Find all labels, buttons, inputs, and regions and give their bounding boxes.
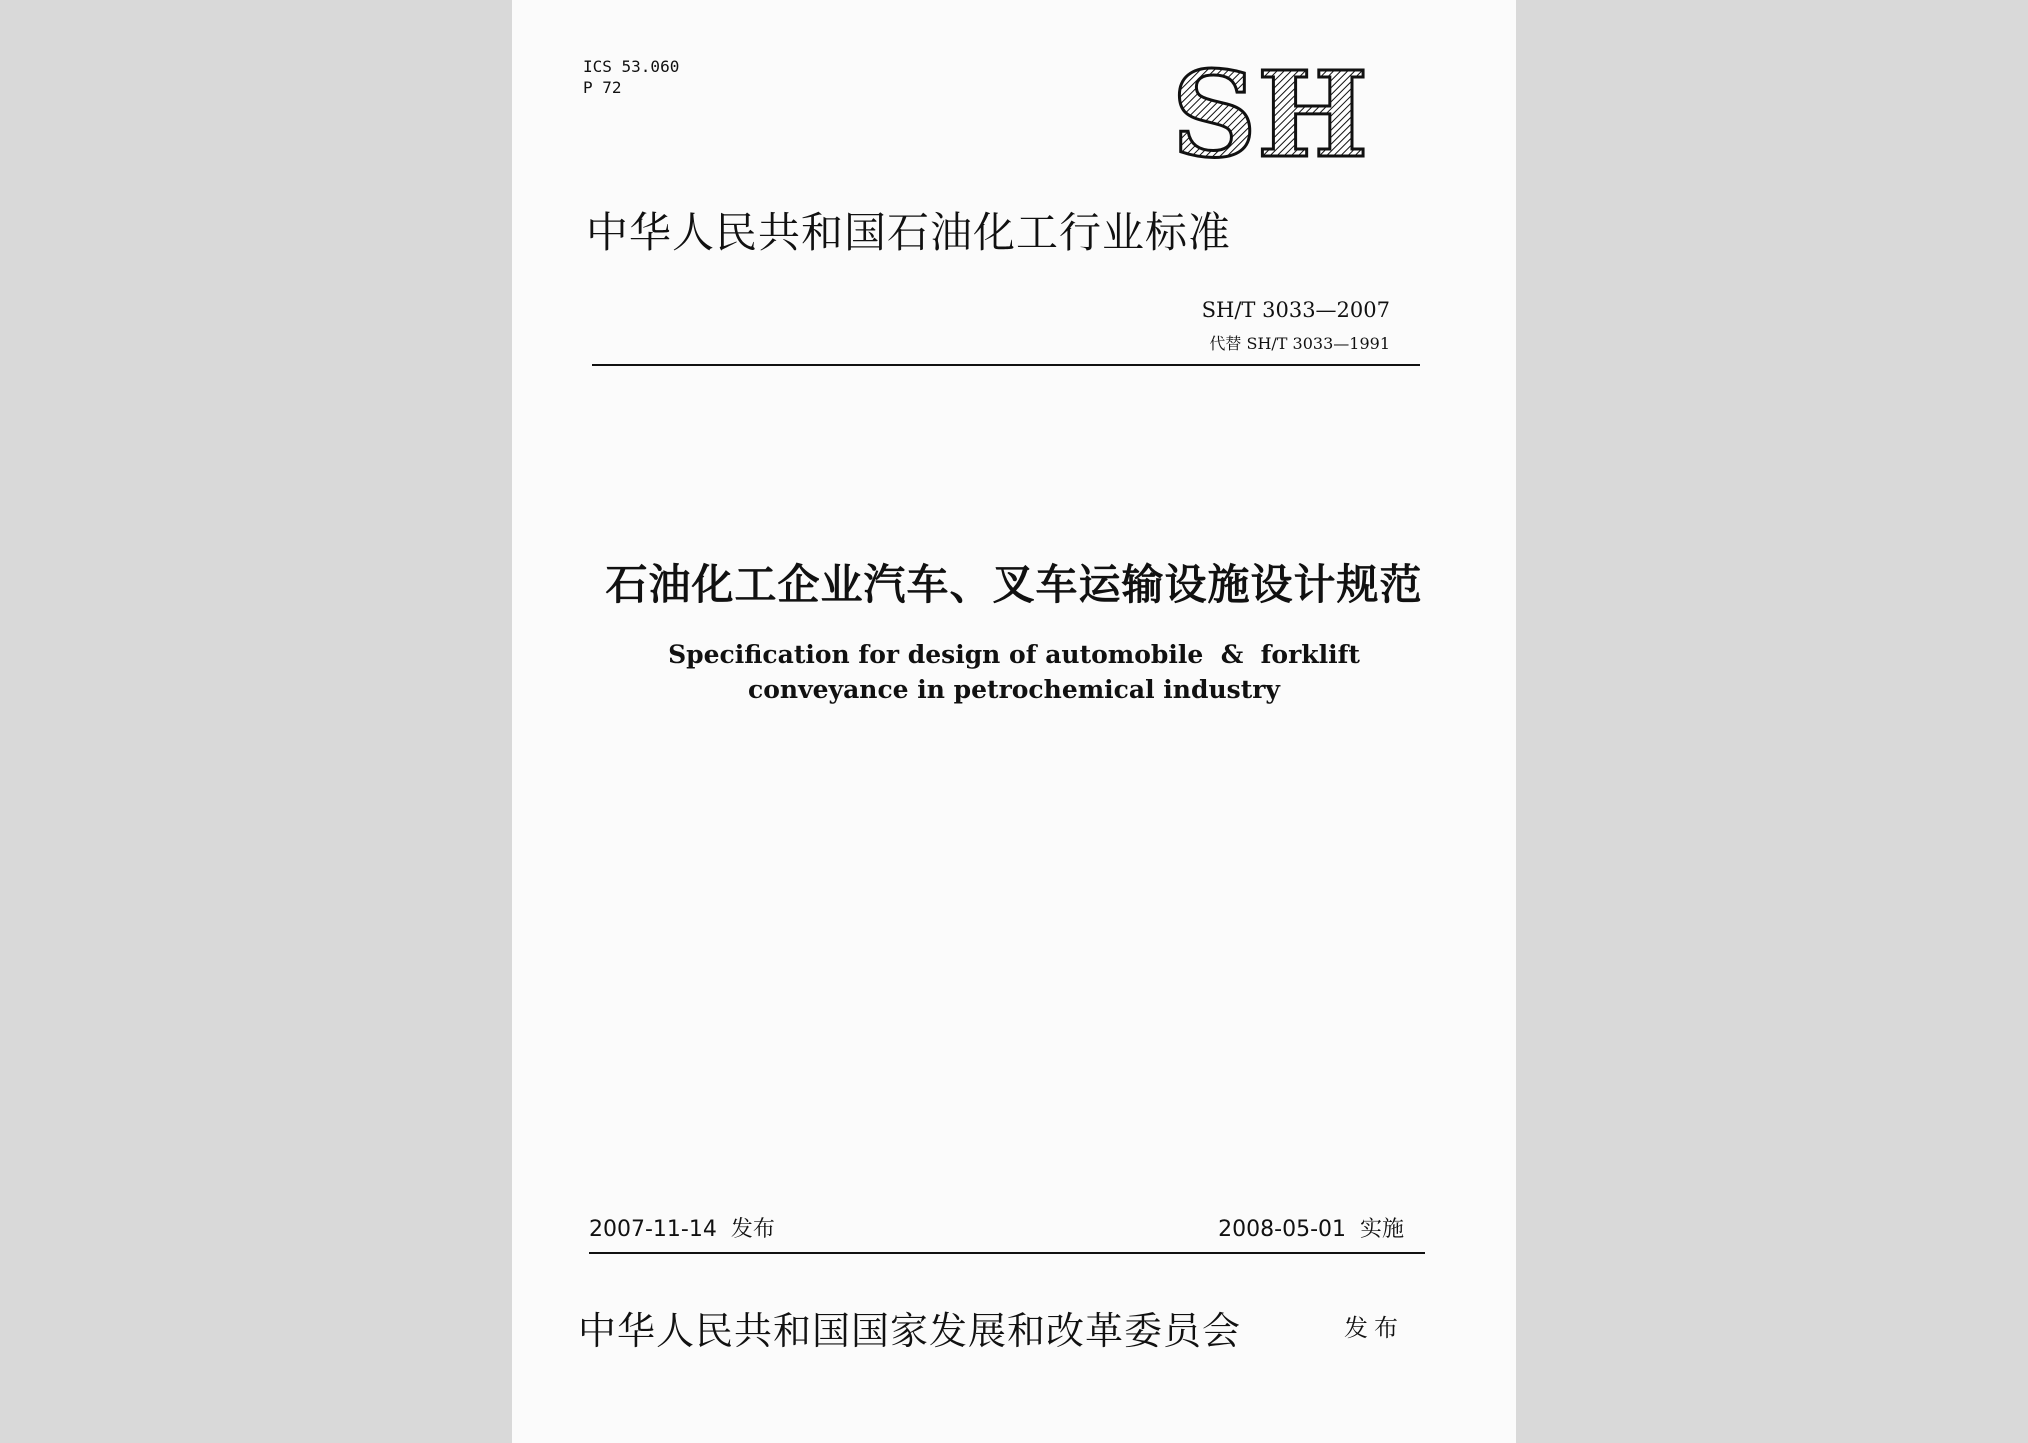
ccs-code: P 72 xyxy=(583,78,622,97)
document-page xyxy=(512,0,1516,1443)
national-standard-title: 中华人民共和国石油化工行业标准 xyxy=(586,208,1232,257)
issue-date: 2007-11-14 发布 xyxy=(589,1217,775,1242)
implementation-date: 2008-05-01 实施 xyxy=(1218,1217,1404,1242)
english-title-line-1: Specification for design of automobile & forklift xyxy=(668,640,1360,669)
logo-text: SH xyxy=(1171,56,1369,166)
chinese-title: 石油化工企业汽车、叉车运输设施设计规范 xyxy=(605,560,1423,609)
replaced-standard: 代替 SH/T 3033—1991 xyxy=(1209,334,1390,353)
standard-number: SH/T 3033—2007 xyxy=(1201,298,1390,322)
classification-codes xyxy=(583,56,679,98)
sh-logo xyxy=(1164,56,1376,166)
english-title-line-2: conveyance in petrochemical industry xyxy=(748,675,1280,704)
bottom-divider xyxy=(589,1252,1425,1254)
ics-code: ICS 53.060 xyxy=(583,57,680,76)
publish-label: 发布 xyxy=(1344,1314,1404,1342)
publisher-name: 中华人民共和国国家发展和改革委员会 xyxy=(578,1309,1242,1353)
top-divider xyxy=(592,364,1420,366)
english-title xyxy=(512,637,1516,707)
